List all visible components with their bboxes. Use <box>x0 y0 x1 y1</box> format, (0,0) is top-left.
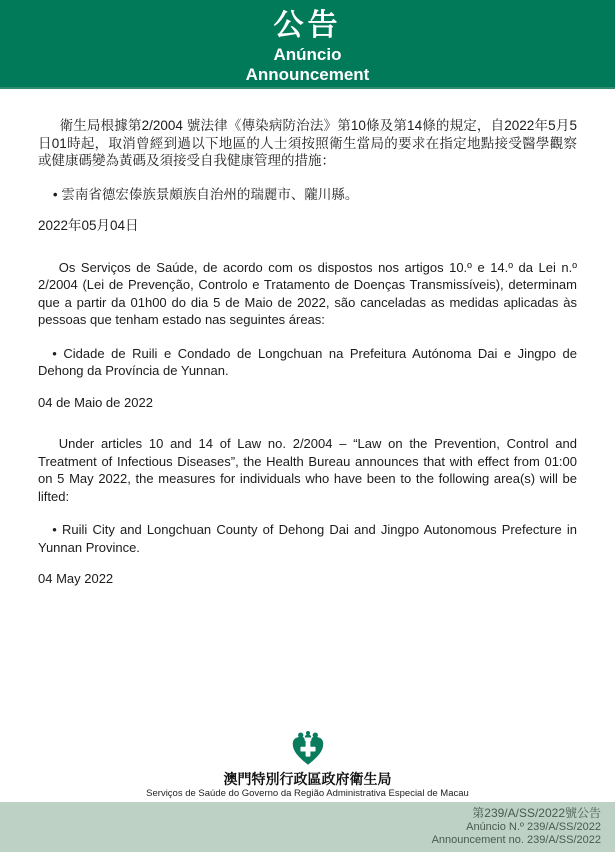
reference-number-strip <box>0 802 615 852</box>
reference-number-en: Announcement no. 239/A/SS/2022 <box>431 833 601 846</box>
chinese-date: 2022年05月04日 <box>38 218 139 233</box>
portuguese-date: 04 de Maio de 2022 <box>38 394 153 410</box>
chinese-paragraph: 衛生局根據第2/2004 號法律《傳染病防治法》第10條及第14條的規定，自2022年5月5日01時起，取消曾經到過以下地區的人士須按照衛生當局的要求在指定地點接受醫學觀察或健康碼變為黃碼及須接受自我健康管理的措施： <box>38 118 577 168</box>
org-name-zh: 澳門特別行政區政府衛生局 <box>223 771 392 787</box>
section-chinese <box>38 117 577 235</box>
section-portuguese <box>38 259 577 412</box>
english-date: 04 May 2022 <box>38 571 114 586</box>
section-english <box>38 435 577 588</box>
page-title-pt: Anúncio <box>273 45 342 64</box>
footer <box>0 730 615 802</box>
announcement-body <box>0 89 615 588</box>
reference-number-zh: 第239/A/SS/2022號公告 <box>472 806 601 820</box>
portuguese-bullet-area: • Cidade de Ruili e Condado de Longchuan na Prefeitura Autónoma Dai e Jingpo de Dehong da Província de Yunnan. <box>38 345 577 378</box>
english-bullet-area: • Ruili City and Longchuan County of Dehong Dai and Jingpo Autonomous Prefecture in Yunnan Province. <box>38 522 577 555</box>
org-name-pt: Serviços de Saúde do Governo da Região Administrativa Especial de Macau <box>146 788 469 799</box>
chinese-bullet-area: • 雲南省德宏傣族景頗族自治州的瑞麗市、隴川縣。 <box>52 186 359 202</box>
english-paragraph: Under articles 10 and 14 of Law no. 2/2004 – “Law on the Prevention, Control and Treatment of Infectious Diseases”, the Health Bureau announces that with effect from 01:00 on 5 May 2022, the measures for individuals who have been to the following area(s) will be lifted: <box>38 436 577 504</box>
health-bureau-logo-icon <box>289 730 327 766</box>
header-banner <box>0 0 615 89</box>
reference-number-pt: Anúncio N.º 239/A/SS/2022 <box>466 820 601 833</box>
page-title-zh: 公告 <box>273 9 342 42</box>
portuguese-paragraph: Os Serviços de Saúde, de acordo com os dispostos nos artigos 10.º e 14.º da Lei n.º 2/2004 (Lei de Prevenção, Controlo e Tratamento de Doenças Transmissíveis), determinam que a partir da 01h00 do dia 5 de Maio de 2022, são canceladas as medidas aplicadas às pessoas que tenham estado nas seguintes áreas: <box>38 259 577 327</box>
page-title-en: Announcement <box>245 65 370 84</box>
